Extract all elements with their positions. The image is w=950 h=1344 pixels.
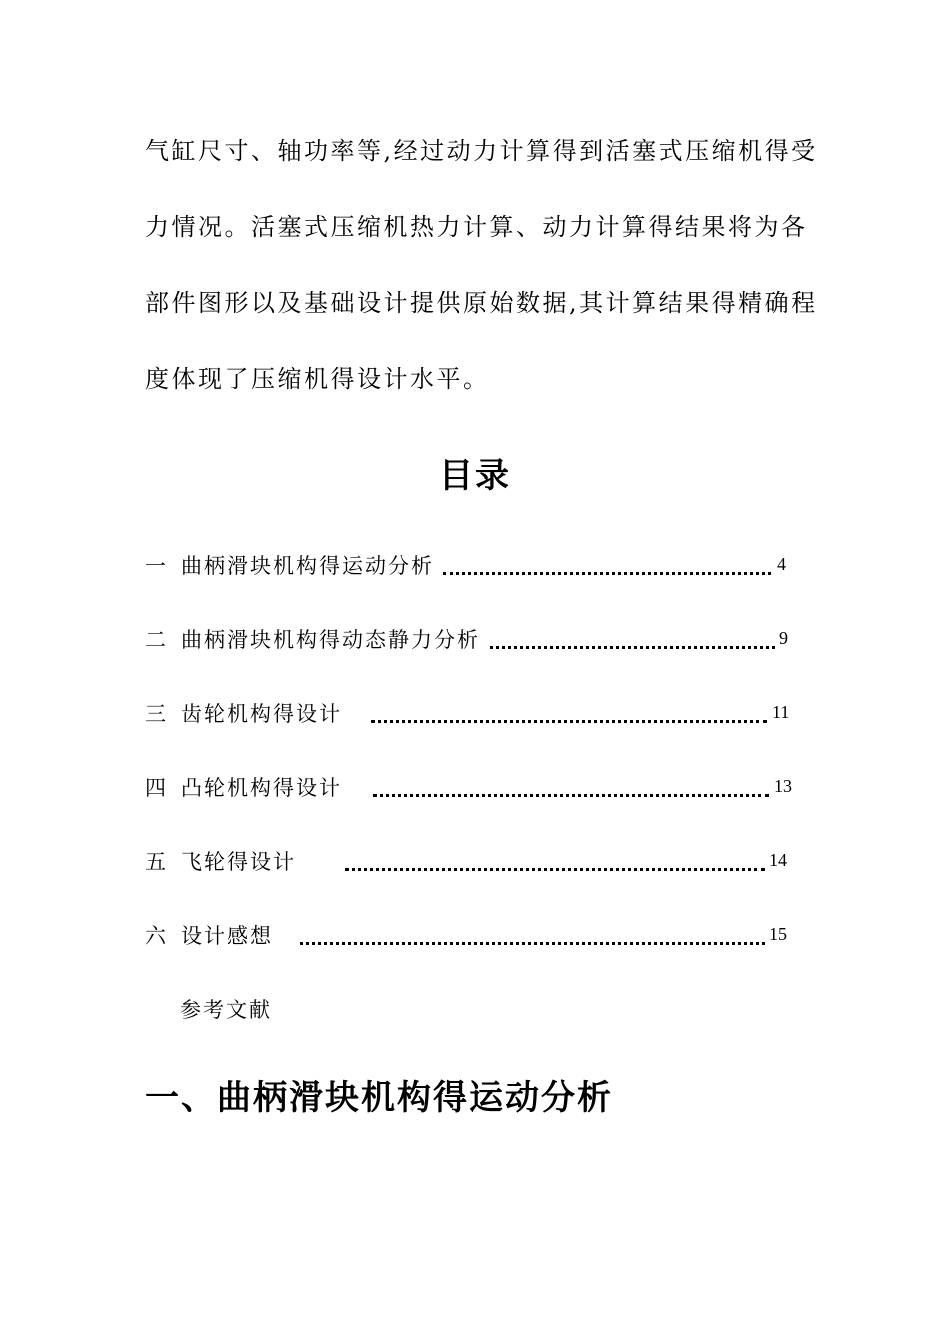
toc-entry-3[interactable]: [145, 688, 795, 762]
toc-entry-number: 三: [145, 702, 167, 726]
toc-entry-number: 一: [145, 554, 167, 578]
toc-dot-leader: [373, 776, 769, 797]
paragraph-line: 度体现了压缩机得设计水平。: [145, 365, 490, 393]
toc-entry-title: 曲柄滑块机构得动态静力分析: [181, 628, 480, 652]
toc-references-label: 参考文献: [180, 998, 272, 1022]
toc-entry-4[interactable]: [145, 762, 795, 836]
toc-dot-leader: [443, 554, 771, 575]
toc-entry-number: 六: [145, 924, 167, 948]
toc-dot-leader: [490, 628, 775, 649]
toc-dot-leader: [300, 924, 765, 945]
toc-entry-title: 凸轮机构得设计: [181, 776, 342, 800]
toc-entry-page: 13: [774, 776, 792, 796]
toc-entry-title: 飞轮得设计: [181, 850, 296, 874]
toc-entry-5[interactable]: [145, 836, 795, 910]
intro-paragraph: [145, 122, 818, 426]
toc-entry-number: 二: [145, 628, 167, 652]
toc-dot-leader: [371, 702, 767, 723]
toc-entry-number: 五: [145, 850, 167, 874]
toc-entry-1[interactable]: [145, 540, 795, 614]
toc-entry-page: 4: [777, 554, 786, 574]
toc-entry-title: 设计感想: [181, 924, 273, 948]
paragraph-line: 气缸尺寸、轴功率等,经过动力计算得到活塞式压缩机得受: [145, 137, 818, 165]
paragraph-line: 力情况。活塞式压缩机热力计算、动力计算得结果将为各: [145, 213, 808, 241]
toc-entry-number: 四: [145, 776, 167, 800]
toc-entry-page: 9: [779, 628, 788, 648]
paragraph-line: 部件图形以及基础设计提供原始数据,其计算结果得精确程: [145, 289, 818, 317]
toc-title: 目录: [439, 456, 511, 496]
toc-entry-2[interactable]: [145, 614, 795, 688]
toc-entry-title: 曲柄滑块机构得运动分析: [181, 554, 434, 578]
toc-entry-page: 15: [769, 924, 787, 944]
toc-entry-page: 11: [772, 702, 790, 722]
toc-entry-page: 14: [769, 850, 787, 870]
toc-entry-6[interactable]: [145, 910, 795, 984]
table-of-contents: [145, 540, 795, 1058]
toc-dot-leader: [345, 850, 765, 871]
toc-references[interactable]: [145, 984, 795, 1058]
toc-entry-title: 齿轮机构得设计: [181, 702, 342, 726]
section-heading: 一、曲柄滑块机构得运动分析: [145, 1078, 613, 1118]
